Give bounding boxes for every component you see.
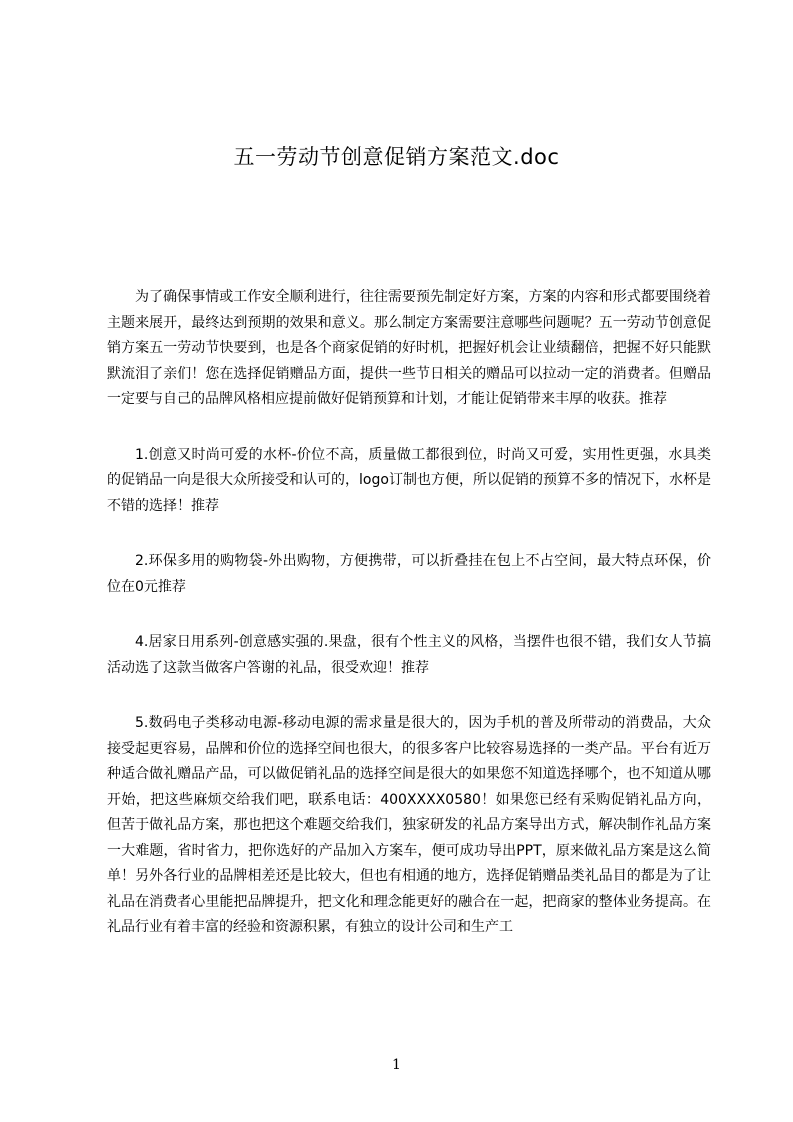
- paragraph-intro: 为了确保事情或工作安全顺利进行，往往需要预先制定好方案，方案的内容和形式都要围绕着主题来展开，最终达到预期的效果和意义。那么制定方案需要注意哪些问题呢？五一劳动节创意促销方案五一劳动节快要到，也是各个商家促销的好时机，把握好机会让业绩翻倍，把握不好只能默默流泪了亲们！您在选择促销赠品方面，提供一些节日相关的赠品可以拉动一定的消费者。但赠品一定要与自己的品牌风格相应提前做好促销预算和计划，才能让促销带来丰厚的收获。推荐: [107, 289, 711, 407]
- paragraph-item-5: 5.数码电子类移动电源-移动电源的需求量是很大的，因为手机的普及所带动的消费品，大众接受起更容易，品牌和价位的选择空间也很大，的很多客户比较容易选择的一类产品。平台有近万种适合做礼赠品产品，可以做促销礼品的选择空间是很大的如果您不知道选择哪个，也不知道从哪开始，把这些麻烦交给我们吧，联系电话：400XXXX0580！如果您已经有采购促销礼品方向，但苦于做礼品方案，那也把这个难题交给我们，独家研发的礼品方案导出方式，解决制作礼品方案一大难题，省时省力，把你选好的产品加入方案车，便可成功导出PPT，原来做礼品方案是这么简单！另外各行业的品牌相差还是比较大，但也有相通的地方，选择促销赠品类礼品目的都是为了让礼品在消费者心里能把品牌提升，把文化和理念能更好的融合在一起，把商家的整体业务提高。在礼品行业有着丰富的经验和资源积累，有独立的设计公司和生产工: [107, 715, 711, 935]
- paragraph-item-2: 2.环保多用的购物袋-外出购物，方便携带，可以折叠挂在包上不占空间，最大特点环保，价位在0元推荐: [107, 553, 711, 595]
- paragraph-item-4: 4.居家日用系列-创意感实强的.果盘，很有个性主义的风格，当摆件也很不错，我们女人节搞活动选了这款当做客户答谢的礼品，很受欢迎！推荐: [107, 634, 711, 676]
- paragraph-item-1: 1.创意又时尚可爱的水杯-价位不高，质量做工都很到位，时尚又可爱，实用性更强，水具类的促销品一向是很大众所接受和认可的，logo订制也方便，所以促销的预算不多的情况下，水杯是不错的选择！推荐: [107, 446, 711, 514]
- document-body: [107, 285, 711, 971]
- page-number: 1: [392, 1057, 401, 1073]
- document-title: 五一劳动节创意促销方案范文.doc: [233, 145, 560, 169]
